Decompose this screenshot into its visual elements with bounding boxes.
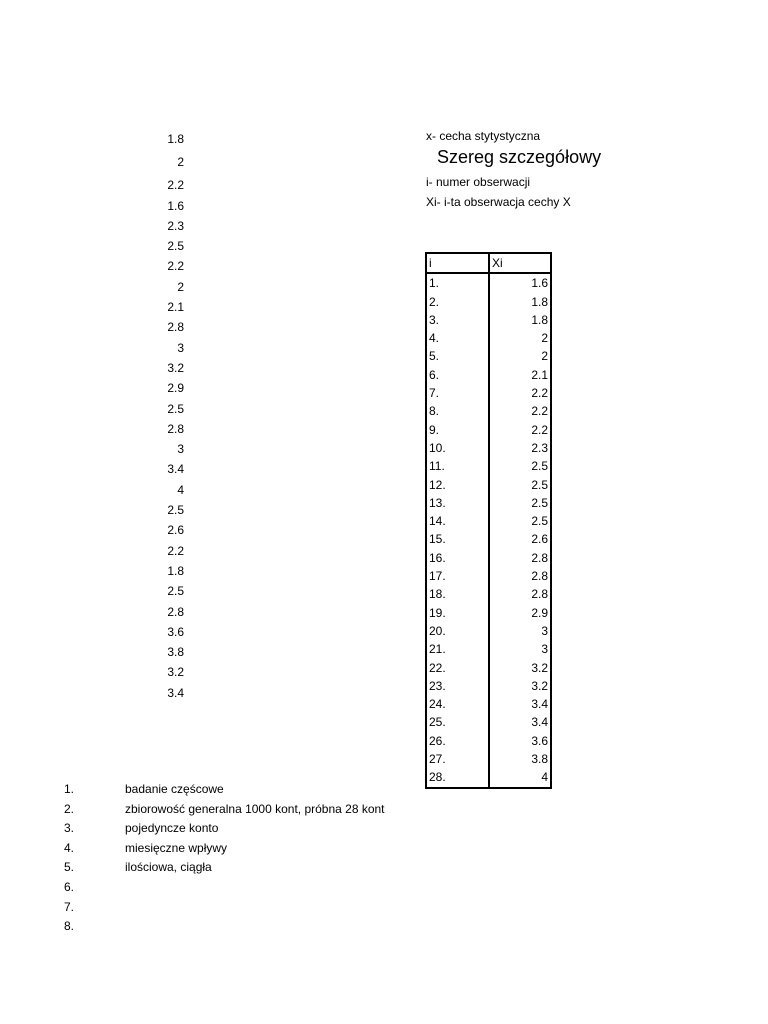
row-index: 14. xyxy=(426,512,489,530)
table-row xyxy=(426,549,551,567)
answer-number: 4. xyxy=(64,840,75,855)
row-index: 25. xyxy=(426,713,489,731)
table-row xyxy=(426,273,551,292)
page-heading: Szereg szczegółowy xyxy=(437,147,602,167)
row-value: 2.8 xyxy=(531,587,548,602)
table-row xyxy=(426,659,551,677)
row-value: 2.5 xyxy=(531,477,548,492)
table-row xyxy=(426,476,551,494)
row-index: 9. xyxy=(426,421,489,439)
table-row xyxy=(426,439,551,457)
raw-value: 2.8 xyxy=(167,320,184,335)
row-index: 5. xyxy=(426,347,489,365)
raw-value: 3.6 xyxy=(167,624,184,639)
row-value: 2.9 xyxy=(531,605,548,620)
row-index: 24. xyxy=(426,695,489,713)
note-observation-number: i- numer obserwacji xyxy=(426,175,531,189)
table-row xyxy=(426,329,551,347)
table-row xyxy=(426,347,551,365)
row-value: 2 xyxy=(541,331,548,346)
raw-data-column xyxy=(140,129,184,703)
table-row xyxy=(426,567,551,585)
answer-number: 1. xyxy=(64,782,75,796)
row-index: 8. xyxy=(426,402,489,420)
raw-value: 2.9 xyxy=(167,381,184,396)
row-value: 3.6 xyxy=(531,733,548,748)
row-index: 7. xyxy=(426,384,489,402)
table-row xyxy=(426,604,551,622)
table-row xyxy=(426,311,551,329)
table-row xyxy=(426,402,551,420)
table-row xyxy=(426,494,551,512)
raw-value: 1.8 xyxy=(167,132,184,146)
row-value: 2.5 xyxy=(531,495,548,510)
raw-value: 4 xyxy=(177,482,184,497)
raw-value: 1.8 xyxy=(167,563,184,578)
raw-value: 1.6 xyxy=(167,198,184,213)
row-index: 26. xyxy=(426,732,489,750)
answer-text: badanie częścowe xyxy=(125,782,224,796)
row-value: 3.4 xyxy=(531,715,548,730)
row-index: 23. xyxy=(426,677,489,695)
row-value: 1.8 xyxy=(531,312,548,327)
raw-value: 3 xyxy=(177,442,184,457)
row-value: 2 xyxy=(541,349,548,364)
answer-text: pojedyncze konto xyxy=(125,821,219,836)
raw-value: 2.5 xyxy=(167,503,184,518)
row-value: 3.8 xyxy=(531,752,548,767)
row-index: 21. xyxy=(426,640,489,658)
note-statistical-feature: x- cecha stytystyczna xyxy=(426,129,541,143)
raw-value: 2.3 xyxy=(167,218,184,233)
table-row xyxy=(426,530,551,548)
table-row xyxy=(426,713,551,731)
table-row xyxy=(426,768,551,787)
row-value: 2.2 xyxy=(531,404,548,419)
row-index: 3. xyxy=(426,311,489,329)
answer-number: 3. xyxy=(64,821,75,836)
table-row xyxy=(426,622,551,640)
raw-value: 2.5 xyxy=(167,401,184,416)
table-row xyxy=(426,512,551,530)
raw-value: 2 xyxy=(177,279,184,294)
table-row xyxy=(426,366,551,384)
answer-number: 5. xyxy=(64,860,75,875)
answer-text: ilościowa, ciągła xyxy=(125,860,212,875)
raw-value: 2 xyxy=(177,155,184,170)
row-index: 20. xyxy=(426,622,489,640)
header-i: i xyxy=(426,253,489,273)
row-value: 3.2 xyxy=(531,660,548,675)
table-header-row xyxy=(426,253,551,273)
row-value: 2.8 xyxy=(531,569,548,584)
row-index: 19. xyxy=(426,604,489,622)
header-xi: Xi xyxy=(489,253,551,273)
row-value: 4 xyxy=(541,770,548,785)
row-index: 13. xyxy=(426,494,489,512)
row-index: 10. xyxy=(426,439,489,457)
raw-value: 2.5 xyxy=(167,239,184,254)
table-row xyxy=(426,384,551,402)
table-row xyxy=(426,585,551,603)
row-index: 17. xyxy=(426,567,489,585)
table-row xyxy=(426,421,551,439)
table-row xyxy=(426,695,551,713)
row-index: 6. xyxy=(426,366,489,384)
raw-value: 3.2 xyxy=(167,360,184,375)
raw-value: 2.8 xyxy=(167,604,184,619)
table-row xyxy=(426,293,551,311)
row-value: 1.6 xyxy=(531,276,548,291)
table-row xyxy=(426,732,551,750)
row-index: 11. xyxy=(426,457,489,475)
row-value: 2.6 xyxy=(531,532,548,547)
answer-number: 8. xyxy=(64,919,75,934)
raw-value: 2.2 xyxy=(167,178,184,193)
raw-value: 2.5 xyxy=(167,584,184,599)
raw-value: 3.8 xyxy=(167,645,184,660)
row-index: 22. xyxy=(426,659,489,677)
row-index: 12. xyxy=(426,476,489,494)
row-index: 2. xyxy=(426,293,489,311)
table-row xyxy=(426,677,551,695)
raw-value: 2.8 xyxy=(167,421,184,436)
raw-value: 3 xyxy=(177,340,184,355)
row-value: 2.1 xyxy=(531,367,548,382)
table-row xyxy=(426,640,551,658)
row-value: 2.5 xyxy=(531,459,548,474)
raw-value: 2.6 xyxy=(167,523,184,538)
raw-value: 3.4 xyxy=(167,462,184,477)
row-value: 1.8 xyxy=(531,294,548,309)
row-value: 2.3 xyxy=(531,440,548,455)
row-value: 2.5 xyxy=(531,514,548,529)
row-index: 1. xyxy=(426,273,489,292)
row-index: 27. xyxy=(426,750,489,768)
answer-text: miesięczne wpływy xyxy=(125,840,228,855)
table-row xyxy=(426,750,551,768)
answer-number: 7. xyxy=(64,899,75,914)
row-index: 18. xyxy=(426,585,489,603)
row-value: 2.2 xyxy=(531,386,548,401)
answer-number: 2. xyxy=(64,801,75,816)
row-index: 4. xyxy=(426,329,489,347)
raw-value: 3.4 xyxy=(167,685,184,700)
answer-number: 6. xyxy=(64,879,75,894)
row-value: 2.8 xyxy=(531,550,548,565)
row-value: 3.4 xyxy=(531,697,548,712)
row-index: 28. xyxy=(426,768,489,787)
row-index: 15. xyxy=(426,530,489,548)
raw-value: 3.2 xyxy=(167,665,184,680)
table-row xyxy=(426,457,551,475)
row-value: 3.2 xyxy=(531,678,548,693)
raw-value: 2.1 xyxy=(167,300,184,315)
row-index: 16. xyxy=(426,549,489,567)
raw-value: 2.2 xyxy=(167,543,184,558)
row-value: 2.2 xyxy=(531,422,548,437)
raw-value: 2.2 xyxy=(167,259,184,274)
row-value: 3 xyxy=(541,623,548,638)
note-observation-value: Xi- i-ta obserwacja cechy X xyxy=(426,195,571,209)
row-value: 3 xyxy=(541,642,548,657)
answer-text: zbiorowość generalna 1000 kont, próbna 28 kont xyxy=(125,801,385,816)
detailed-series-table xyxy=(425,252,552,789)
